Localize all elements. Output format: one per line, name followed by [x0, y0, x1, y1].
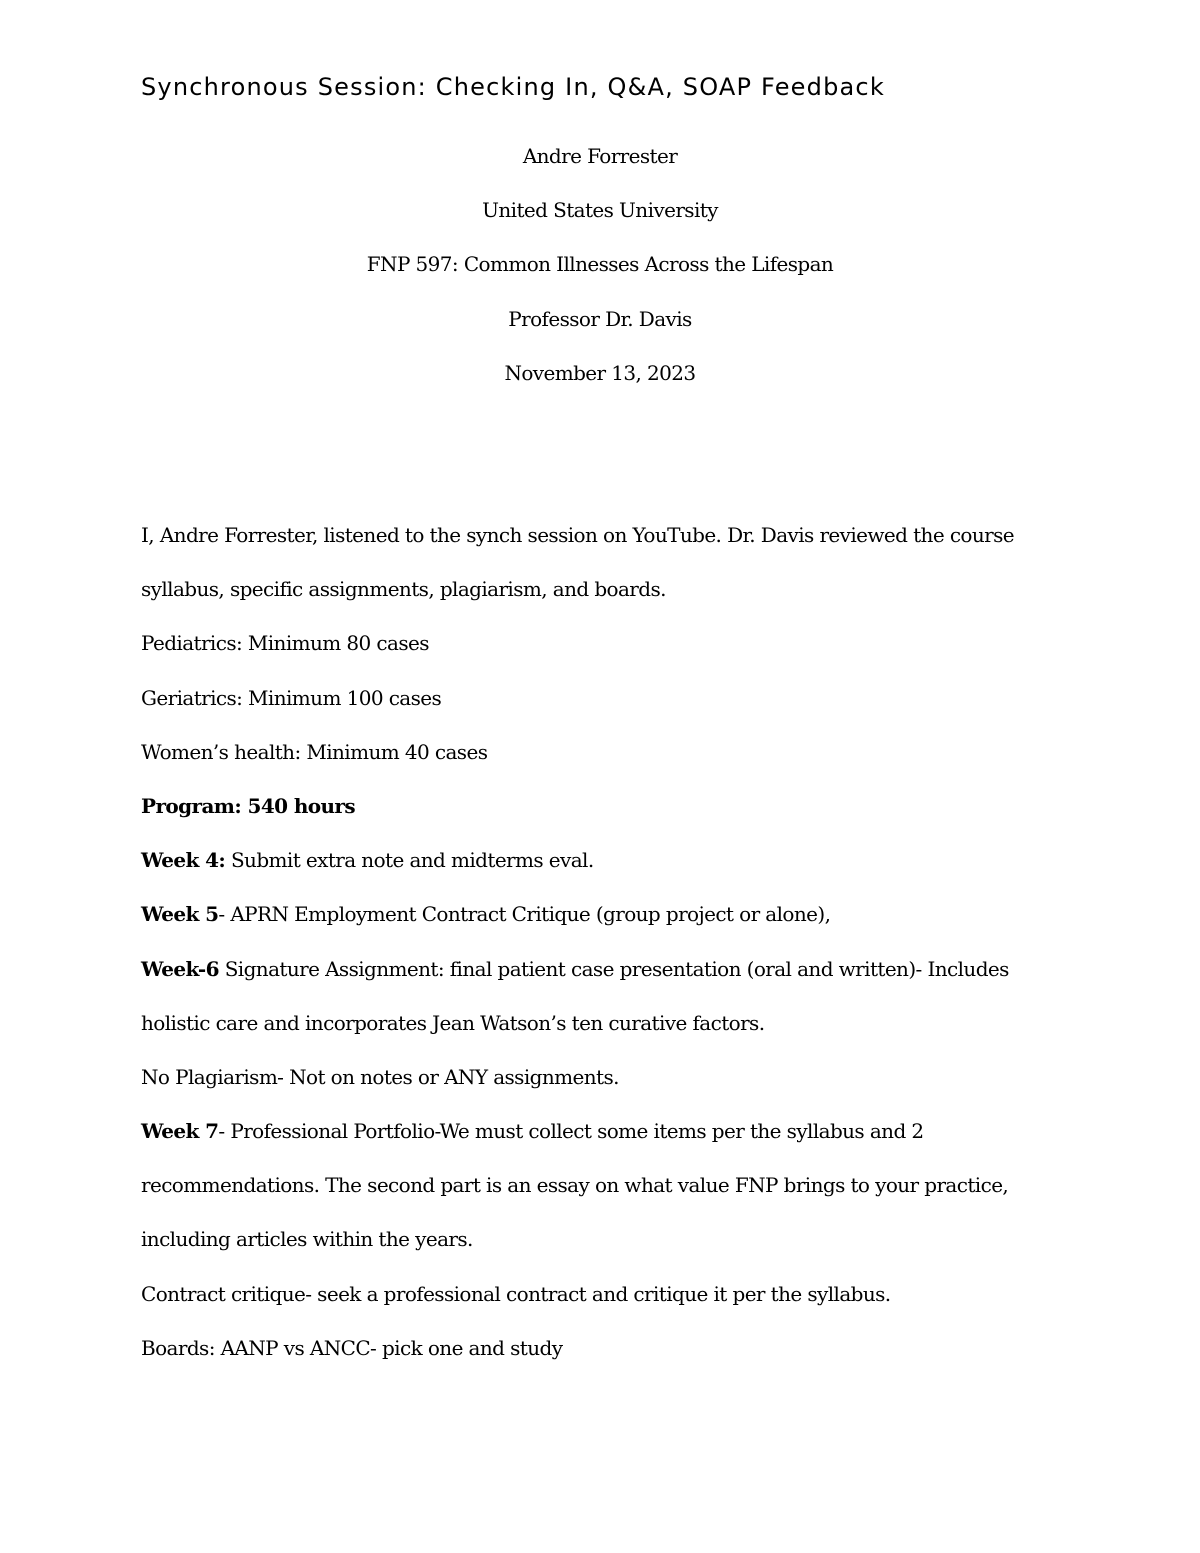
document-title: Synchronous Session: Checking In, Q&A, SOAP Feedback: [141, 73, 885, 101]
week-6-text: Signature Assignment: final patient case presentation (oral and written)- Includes: [218, 956, 1009, 981]
boards-note: Boards: AANP vs ANCC- pick one and study: [141, 1335, 563, 1360]
week-7-line-3: including articles within the years.: [141, 1227, 473, 1252]
week-5-label: Week 5: [141, 902, 219, 927]
week-6-line-2: holistic care and incorporates Jean Watson’s ten curative factors.: [141, 1010, 765, 1035]
week-5-item: [141, 898, 1041, 952]
program-hours-text: Program: 540 hours: [141, 793, 356, 818]
intro-line-2: syllabus, specific assignments, plagiarism, and boards.: [141, 577, 666, 602]
week-6-item: [141, 953, 1041, 1007]
plagiarism-note: No Plagiarism- Not on notes or ANY assignments.: [141, 1064, 619, 1089]
week-5-text: - APRN Employment Contract Critique (group project or alone),: [218, 902, 831, 927]
document-date: November 13, 2023: [504, 361, 696, 385]
week-4-label: Week 4:: [141, 848, 226, 873]
week-6-label: Week-6: [141, 956, 219, 981]
week-4-item: [141, 844, 1041, 898]
pediatrics-requirement: Pediatrics: Minimum 80 cases: [141, 631, 429, 656]
professor-name: Professor Dr. Davis: [508, 307, 692, 331]
week-7-label: Week 7: [141, 1119, 219, 1144]
week-7-text: - Professional Portfolio-We must collect some items per the syllabus and 2: [218, 1119, 924, 1144]
womens-health-requirement: Women’s health: Minimum 40 cases: [141, 739, 488, 764]
week-7-item: [141, 1115, 1041, 1169]
institution-name: United States University: [482, 198, 718, 222]
geriatrics-requirement: Geriatrics: Minimum 100 cases: [141, 685, 442, 710]
course-name: FNP 597: Common Illnesses Across the Lifespan: [366, 252, 834, 276]
contract-critique-note: Contract critique- seek a professional contract and critique it per the syllabus.: [141, 1281, 891, 1306]
document-body: [141, 519, 1041, 1386]
week-7-line-2: recommendations. The second part is an essay on what value FNP brings to your practice,: [141, 1173, 1009, 1198]
author-name: Andre Forrester: [522, 144, 678, 168]
program-hours: [141, 790, 1041, 844]
week-4-text: Submit extra note and midterms eval.: [225, 848, 594, 873]
intro-line-1: I, Andre Forrester, listened to the synch session on YouTube. Dr. Davis reviewed the course: [141, 523, 1014, 547]
